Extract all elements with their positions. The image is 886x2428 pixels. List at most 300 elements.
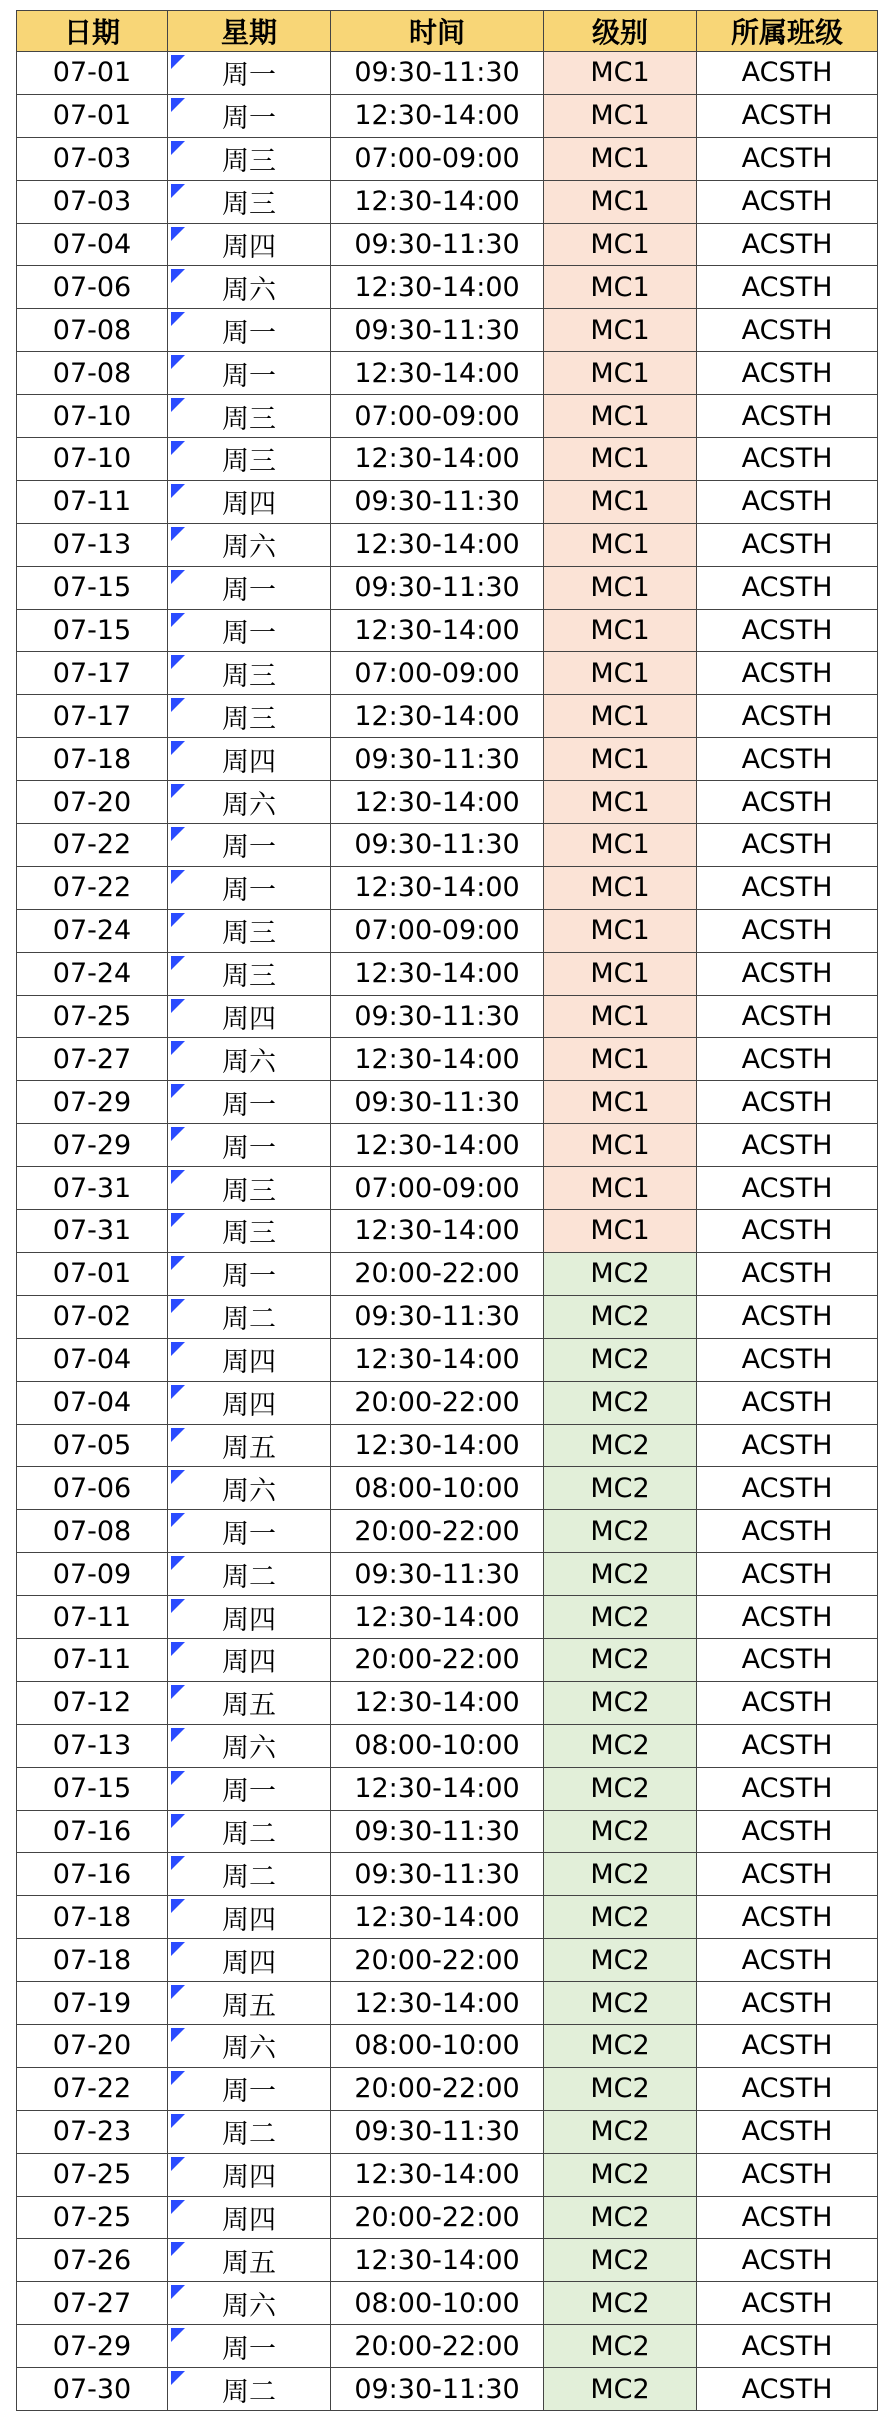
cell-level[interactable] <box>544 995 697 1038</box>
cell-time[interactable] <box>331 781 544 824</box>
cell-weekday[interactable] <box>168 438 331 481</box>
cell-class[interactable] <box>697 609 878 652</box>
comment-flag-icon[interactable] <box>171 655 185 669</box>
cell-class[interactable] <box>697 1681 878 1724</box>
comment-flag-icon[interactable] <box>171 1041 185 1055</box>
cell-class[interactable] <box>697 1638 878 1681</box>
cell-time[interactable] <box>331 94 544 137</box>
cell-weekday[interactable] <box>168 2067 331 2110</box>
cell-level[interactable] <box>544 1167 697 1210</box>
comment-flag-icon[interactable] <box>171 1342 185 1356</box>
comment-flag-icon[interactable] <box>171 312 185 326</box>
cell-weekday[interactable] <box>168 1724 331 1767</box>
cell-level[interactable] <box>544 566 697 609</box>
cell-level[interactable] <box>544 1638 697 1681</box>
cell-time[interactable] <box>331 1381 544 1424</box>
comment-flag-icon[interactable] <box>171 1170 185 1184</box>
cell-time[interactable] <box>331 1081 544 1124</box>
cell-time[interactable] <box>331 1338 544 1381</box>
cell-level[interactable] <box>544 1467 697 1510</box>
comment-flag-icon[interactable] <box>171 98 185 112</box>
cell-weekday[interactable] <box>168 1681 331 1724</box>
cell-level[interactable] <box>544 952 697 995</box>
cell-level[interactable] <box>544 781 697 824</box>
cell-level[interactable] <box>544 52 697 95</box>
cell-weekday[interactable] <box>168 1381 331 1424</box>
cell-weekday[interactable] <box>168 1896 331 1939</box>
cell-weekday[interactable] <box>168 1295 331 1338</box>
cell-date[interactable] <box>17 1424 168 1467</box>
comment-flag-icon[interactable] <box>171 956 185 970</box>
cell-class[interactable] <box>697 566 878 609</box>
cell-date[interactable] <box>17 1124 168 1167</box>
cell-date[interactable] <box>17 2282 168 2325</box>
cell-class[interactable] <box>697 2067 878 2110</box>
cell-level[interactable] <box>544 1896 697 1939</box>
cell-level[interactable] <box>544 1681 697 1724</box>
comment-flag-icon[interactable] <box>171 1385 185 1399</box>
cell-date[interactable] <box>17 1467 168 1510</box>
cell-weekday[interactable] <box>168 1982 331 2025</box>
cell-weekday[interactable] <box>168 995 331 1038</box>
comment-flag-icon[interactable] <box>171 741 185 755</box>
cell-weekday[interactable] <box>168 1038 331 1081</box>
cell-time[interactable] <box>331 1252 544 1295</box>
cell-level[interactable] <box>544 1724 697 1767</box>
cell-class[interactable] <box>697 352 878 395</box>
cell-level[interactable] <box>544 1939 697 1982</box>
cell-class[interactable] <box>697 1939 878 1982</box>
cell-weekday[interactable] <box>168 909 331 952</box>
cell-weekday[interactable] <box>168 1338 331 1381</box>
cell-level[interactable] <box>544 1210 697 1253</box>
header-time[interactable]: 时间 <box>331 11 544 52</box>
cell-class[interactable] <box>697 1853 878 1896</box>
cell-level[interactable] <box>544 2067 697 2110</box>
cell-level[interactable] <box>544 1124 697 1167</box>
cell-level[interactable] <box>544 1338 697 1381</box>
cell-class[interactable] <box>697 1767 878 1810</box>
cell-level[interactable] <box>544 438 697 481</box>
cell-weekday[interactable] <box>168 1210 331 1253</box>
cell-class[interactable] <box>697 395 878 438</box>
cell-time[interactable] <box>331 2196 544 2239</box>
cell-level[interactable] <box>544 523 697 566</box>
cell-date[interactable] <box>17 1295 168 1338</box>
comment-flag-icon[interactable] <box>171 870 185 884</box>
cell-weekday[interactable] <box>168 1424 331 1467</box>
comment-flag-icon[interactable] <box>171 55 185 69</box>
cell-time[interactable] <box>331 1510 544 1553</box>
cell-time[interactable] <box>331 137 544 180</box>
cell-level[interactable] <box>544 2368 697 2411</box>
cell-time[interactable] <box>331 866 544 909</box>
cell-time[interactable] <box>331 2153 544 2196</box>
cell-level[interactable] <box>544 1982 697 2025</box>
cell-weekday[interactable] <box>168 1810 331 1853</box>
cell-date[interactable] <box>17 1982 168 2025</box>
comment-flag-icon[interactable] <box>171 1642 185 1656</box>
cell-date[interactable] <box>17 52 168 95</box>
comment-flag-icon[interactable] <box>171 1728 185 1742</box>
cell-time[interactable] <box>331 1896 544 1939</box>
cell-level[interactable] <box>544 1424 697 1467</box>
cell-class[interactable] <box>697 480 878 523</box>
cell-time[interactable] <box>331 1467 544 1510</box>
cell-date[interactable] <box>17 395 168 438</box>
cell-date[interactable] <box>17 1681 168 1724</box>
cell-date[interactable] <box>17 438 168 481</box>
cell-date[interactable] <box>17 1338 168 1381</box>
comment-flag-icon[interactable] <box>171 1428 185 1442</box>
cell-level[interactable] <box>544 1381 697 1424</box>
cell-date[interactable] <box>17 781 168 824</box>
cell-weekday[interactable] <box>168 1124 331 1167</box>
cell-weekday[interactable] <box>168 566 331 609</box>
comment-flag-icon[interactable] <box>171 269 185 283</box>
cell-class[interactable] <box>697 2282 878 2325</box>
comment-flag-icon[interactable] <box>171 1127 185 1141</box>
header-date[interactable]: 日期 <box>17 11 168 52</box>
cell-class[interactable] <box>697 1038 878 1081</box>
cell-weekday[interactable] <box>168 2368 331 2411</box>
comment-flag-icon[interactable] <box>171 1256 185 1270</box>
comment-flag-icon[interactable] <box>171 398 185 412</box>
cell-class[interactable] <box>697 223 878 266</box>
cell-time[interactable] <box>331 1681 544 1724</box>
cell-weekday[interactable] <box>168 781 331 824</box>
cell-time[interactable] <box>331 1596 544 1639</box>
cell-time[interactable] <box>331 1767 544 1810</box>
comment-flag-icon[interactable] <box>171 227 185 241</box>
cell-time[interactable] <box>331 395 544 438</box>
cell-date[interactable] <box>17 480 168 523</box>
cell-date[interactable] <box>17 909 168 952</box>
comment-flag-icon[interactable] <box>171 827 185 841</box>
cell-weekday[interactable] <box>168 2239 331 2282</box>
comment-flag-icon[interactable] <box>171 1942 185 1956</box>
cell-weekday[interactable] <box>168 180 331 223</box>
cell-class[interactable] <box>697 1252 878 1295</box>
comment-flag-icon[interactable] <box>171 1084 185 1098</box>
cell-level[interactable] <box>544 866 697 909</box>
cell-weekday[interactable] <box>168 1167 331 1210</box>
cell-time[interactable] <box>331 480 544 523</box>
cell-date[interactable] <box>17 1596 168 1639</box>
cell-date[interactable] <box>17 309 168 352</box>
cell-weekday[interactable] <box>168 1510 331 1553</box>
cell-time[interactable] <box>331 2325 544 2368</box>
comment-flag-icon[interactable] <box>171 2114 185 2128</box>
cell-date[interactable] <box>17 2196 168 2239</box>
cell-weekday[interactable] <box>168 2325 331 2368</box>
cell-weekday[interactable] <box>168 1596 331 1639</box>
cell-time[interactable] <box>331 2282 544 2325</box>
comment-flag-icon[interactable] <box>171 784 185 798</box>
cell-level[interactable] <box>544 1553 697 1596</box>
cell-weekday[interactable] <box>168 866 331 909</box>
cell-class[interactable] <box>697 1896 878 1939</box>
cell-date[interactable] <box>17 1510 168 1553</box>
cell-level[interactable] <box>544 738 697 781</box>
cell-class[interactable] <box>697 309 878 352</box>
comment-flag-icon[interactable] <box>171 1856 185 1870</box>
cell-time[interactable] <box>331 824 544 867</box>
cell-weekday[interactable] <box>168 824 331 867</box>
cell-class[interactable] <box>697 137 878 180</box>
cell-class[interactable] <box>697 1596 878 1639</box>
comment-flag-icon[interactable] <box>171 2157 185 2171</box>
cell-weekday[interactable] <box>168 1252 331 1295</box>
cell-level[interactable] <box>544 2325 697 2368</box>
cell-class[interactable] <box>697 2196 878 2239</box>
cell-level[interactable] <box>544 909 697 952</box>
cell-date[interactable] <box>17 1553 168 1596</box>
cell-date[interactable] <box>17 652 168 695</box>
header-class[interactable]: 所属班级 <box>697 11 878 52</box>
cell-class[interactable] <box>697 695 878 738</box>
cell-weekday[interactable] <box>168 1081 331 1124</box>
cell-level[interactable] <box>544 309 697 352</box>
cell-date[interactable] <box>17 824 168 867</box>
cell-class[interactable] <box>697 523 878 566</box>
cell-time[interactable] <box>331 1853 544 1896</box>
comment-flag-icon[interactable] <box>171 1599 185 1613</box>
cell-weekday[interactable] <box>168 1638 331 1681</box>
cell-time[interactable] <box>331 223 544 266</box>
cell-time[interactable] <box>331 438 544 481</box>
cell-time[interactable] <box>331 2239 544 2282</box>
cell-weekday[interactable] <box>168 652 331 695</box>
cell-time[interactable] <box>331 738 544 781</box>
cell-time[interactable] <box>331 52 544 95</box>
cell-level[interactable] <box>544 609 697 652</box>
cell-weekday[interactable] <box>168 94 331 137</box>
cell-date[interactable] <box>17 1896 168 1939</box>
cell-class[interactable] <box>697 2153 878 2196</box>
cell-time[interactable] <box>331 1939 544 1982</box>
cell-level[interactable] <box>544 94 697 137</box>
comment-flag-icon[interactable] <box>171 184 185 198</box>
cell-class[interactable] <box>697 1167 878 1210</box>
cell-class[interactable] <box>697 2024 878 2067</box>
cell-weekday[interactable] <box>168 223 331 266</box>
cell-time[interactable] <box>331 352 544 395</box>
cell-date[interactable] <box>17 523 168 566</box>
cell-level[interactable] <box>544 695 697 738</box>
cell-level[interactable] <box>544 266 697 309</box>
cell-level[interactable] <box>544 352 697 395</box>
cell-weekday[interactable] <box>168 1767 331 1810</box>
cell-class[interactable] <box>697 824 878 867</box>
cell-date[interactable] <box>17 2067 168 2110</box>
cell-weekday[interactable] <box>168 309 331 352</box>
comment-flag-icon[interactable] <box>171 1470 185 1484</box>
cell-time[interactable] <box>331 695 544 738</box>
cell-level[interactable] <box>544 1252 697 1295</box>
cell-class[interactable] <box>697 438 878 481</box>
cell-date[interactable] <box>17 1252 168 1295</box>
cell-level[interactable] <box>544 137 697 180</box>
cell-weekday[interactable] <box>168 2196 331 2239</box>
cell-weekday[interactable] <box>168 1853 331 1896</box>
cell-date[interactable] <box>17 2325 168 2368</box>
cell-weekday[interactable] <box>168 1467 331 1510</box>
cell-weekday[interactable] <box>168 395 331 438</box>
comment-flag-icon[interactable] <box>171 2242 185 2256</box>
cell-level[interactable] <box>544 824 697 867</box>
cell-date[interactable] <box>17 866 168 909</box>
cell-time[interactable] <box>331 995 544 1038</box>
cell-time[interactable] <box>331 1167 544 1210</box>
cell-class[interactable] <box>697 1467 878 1510</box>
cell-time[interactable] <box>331 1210 544 1253</box>
cell-weekday[interactable] <box>168 2024 331 2067</box>
cell-weekday[interactable] <box>168 2282 331 2325</box>
cell-class[interactable] <box>697 1982 878 2025</box>
cell-weekday[interactable] <box>168 738 331 781</box>
cell-class[interactable] <box>697 1295 878 1338</box>
cell-date[interactable] <box>17 137 168 180</box>
cell-level[interactable] <box>544 480 697 523</box>
comment-flag-icon[interactable] <box>171 1771 185 1785</box>
comment-flag-icon[interactable] <box>171 2200 185 2214</box>
header-level[interactable]: 级别 <box>544 11 697 52</box>
cell-class[interactable] <box>697 909 878 952</box>
cell-level[interactable] <box>544 180 697 223</box>
cell-time[interactable] <box>331 180 544 223</box>
comment-flag-icon[interactable] <box>171 2371 185 2385</box>
cell-time[interactable] <box>331 652 544 695</box>
cell-weekday[interactable] <box>168 2110 331 2153</box>
cell-time[interactable] <box>331 2024 544 2067</box>
cell-time[interactable] <box>331 1553 544 1596</box>
comment-flag-icon[interactable] <box>171 1985 185 1999</box>
cell-weekday[interactable] <box>168 1939 331 1982</box>
cell-weekday[interactable] <box>168 266 331 309</box>
cell-date[interactable] <box>17 2368 168 2411</box>
comment-flag-icon[interactable] <box>171 570 185 584</box>
cell-level[interactable] <box>544 1510 697 1553</box>
cell-class[interactable] <box>697 180 878 223</box>
cell-class[interactable] <box>697 1124 878 1167</box>
cell-class[interactable] <box>697 1381 878 1424</box>
cell-class[interactable] <box>697 995 878 1038</box>
comment-flag-icon[interactable] <box>171 1899 185 1913</box>
cell-date[interactable] <box>17 1939 168 1982</box>
cell-class[interactable] <box>697 2239 878 2282</box>
cell-date[interactable] <box>17 952 168 995</box>
cell-class[interactable] <box>697 2368 878 2411</box>
cell-weekday[interactable] <box>168 523 331 566</box>
cell-date[interactable] <box>17 1381 168 1424</box>
comment-flag-icon[interactable] <box>171 1685 185 1699</box>
cell-level[interactable] <box>544 1596 697 1639</box>
cell-weekday[interactable] <box>168 137 331 180</box>
cell-date[interactable] <box>17 995 168 1038</box>
comment-flag-icon[interactable] <box>171 2071 185 2085</box>
cell-date[interactable] <box>17 609 168 652</box>
cell-weekday[interactable] <box>168 1553 331 1596</box>
cell-date[interactable] <box>17 1167 168 1210</box>
header-weekday[interactable]: 星期 <box>168 11 331 52</box>
cell-time[interactable] <box>331 1810 544 1853</box>
cell-class[interactable] <box>697 652 878 695</box>
cell-class[interactable] <box>697 866 878 909</box>
cell-weekday[interactable] <box>168 2153 331 2196</box>
cell-date[interactable] <box>17 2110 168 2153</box>
cell-weekday[interactable] <box>168 695 331 738</box>
cell-date[interactable] <box>17 1638 168 1681</box>
cell-time[interactable] <box>331 1124 544 1167</box>
cell-level[interactable] <box>544 1038 697 1081</box>
cell-level[interactable] <box>544 652 697 695</box>
comment-flag-icon[interactable] <box>171 484 185 498</box>
cell-class[interactable] <box>697 1081 878 1124</box>
cell-date[interactable] <box>17 266 168 309</box>
comment-flag-icon[interactable] <box>171 999 185 1013</box>
cell-time[interactable] <box>331 523 544 566</box>
cell-class[interactable] <box>697 1724 878 1767</box>
cell-level[interactable] <box>544 2110 697 2153</box>
cell-class[interactable] <box>697 1810 878 1853</box>
cell-date[interactable] <box>17 738 168 781</box>
cell-class[interactable] <box>697 2325 878 2368</box>
cell-class[interactable] <box>697 52 878 95</box>
cell-level[interactable] <box>544 1081 697 1124</box>
comment-flag-icon[interactable] <box>171 1299 185 1313</box>
cell-time[interactable] <box>331 266 544 309</box>
cell-time[interactable] <box>331 909 544 952</box>
cell-date[interactable] <box>17 1767 168 1810</box>
comment-flag-icon[interactable] <box>171 913 185 927</box>
cell-time[interactable] <box>331 2368 544 2411</box>
cell-date[interactable] <box>17 1853 168 1896</box>
cell-weekday[interactable] <box>168 480 331 523</box>
cell-level[interactable] <box>544 2239 697 2282</box>
comment-flag-icon[interactable] <box>171 441 185 455</box>
cell-time[interactable] <box>331 1295 544 1338</box>
comment-flag-icon[interactable] <box>171 1513 185 1527</box>
cell-date[interactable] <box>17 2153 168 2196</box>
cell-class[interactable] <box>697 1210 878 1253</box>
cell-date[interactable] <box>17 94 168 137</box>
comment-flag-icon[interactable] <box>171 2028 185 2042</box>
cell-class[interactable] <box>697 738 878 781</box>
cell-level[interactable] <box>544 223 697 266</box>
cell-date[interactable] <box>17 1210 168 1253</box>
cell-time[interactable] <box>331 1638 544 1681</box>
cell-level[interactable] <box>544 1853 697 1896</box>
cell-weekday[interactable] <box>168 609 331 652</box>
cell-level[interactable] <box>544 2196 697 2239</box>
cell-weekday[interactable] <box>168 352 331 395</box>
comment-flag-icon[interactable] <box>171 1814 185 1828</box>
comment-flag-icon[interactable] <box>171 2285 185 2299</box>
cell-weekday[interactable] <box>168 952 331 995</box>
cell-date[interactable] <box>17 223 168 266</box>
comment-flag-icon[interactable] <box>171 527 185 541</box>
cell-time[interactable] <box>331 952 544 995</box>
comment-flag-icon[interactable] <box>171 613 185 627</box>
cell-class[interactable] <box>697 94 878 137</box>
comment-flag-icon[interactable] <box>171 1556 185 1570</box>
comment-flag-icon[interactable] <box>171 355 185 369</box>
cell-level[interactable] <box>544 2153 697 2196</box>
cell-level[interactable] <box>544 1810 697 1853</box>
cell-level[interactable] <box>544 395 697 438</box>
cell-class[interactable] <box>697 1553 878 1596</box>
